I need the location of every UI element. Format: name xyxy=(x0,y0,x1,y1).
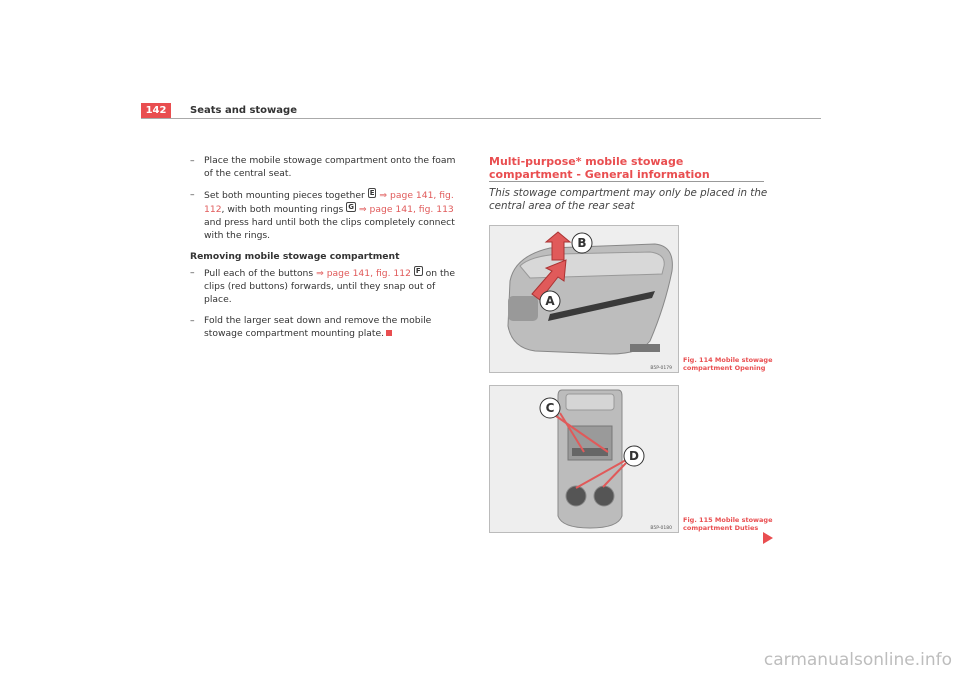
step-text: Set both mounting pieces together xyxy=(204,190,368,201)
figure-code: B5P-0180 xyxy=(650,526,672,531)
end-mark-icon xyxy=(386,330,392,336)
step-text: Fold the larger seat down and remove the mobile stowage compartment mounting plate. xyxy=(204,315,432,339)
step-dash: – xyxy=(190,267,195,278)
callout-badge-g: G xyxy=(348,203,354,211)
step-item xyxy=(190,188,462,242)
step-text: on the clips (red buttons) forwards, until they snap out of place. xyxy=(204,268,456,305)
armrest-duties-illustration xyxy=(490,386,678,532)
step-dash: – xyxy=(190,189,195,200)
step-item xyxy=(190,314,462,340)
figure-115 xyxy=(489,385,679,533)
instructions-column xyxy=(190,154,462,348)
step-text: Place the mobile stowage compartment onto the foam of the central seat. xyxy=(204,155,456,179)
section-intro: This stowage compartment may only be placed in the central area of the rear seat xyxy=(489,187,768,212)
callout-badge-f: F xyxy=(415,267,421,275)
section-rule xyxy=(489,181,764,182)
page-reference-link[interactable]: ⇒ page 141, fig. 113 xyxy=(358,204,454,215)
step-text: Pull each of the buttons xyxy=(204,268,317,279)
figure-label-d: D xyxy=(629,449,639,463)
step-dash: – xyxy=(190,155,195,166)
figure-caption: Fig. 114 Mobile stowage compartment Opening xyxy=(683,356,773,372)
next-page-arrow-icon xyxy=(763,532,773,544)
figure-label-c: C xyxy=(545,401,555,415)
figure-code: B5P-0179 xyxy=(650,366,672,371)
step-text: , with both mounting rings xyxy=(221,204,347,215)
step-item xyxy=(190,266,462,306)
figure-caption: Fig. 115 Mobile stowage compartment Duties xyxy=(683,516,773,532)
running-title: Seats and stowage xyxy=(190,105,297,116)
section-title: Multi-purpose* mobile stowage compartment - General information xyxy=(489,155,710,181)
figure-label-b: B xyxy=(577,236,587,250)
header-rule xyxy=(141,118,821,119)
armrest-opening-illustration xyxy=(490,226,678,372)
step-item xyxy=(190,154,462,180)
subsection-heading: Removing mobile stowage compartment xyxy=(190,251,400,262)
step-dash: – xyxy=(190,315,195,326)
callout-badge-e: E xyxy=(369,189,375,197)
watermark: carmanualsonline.info xyxy=(763,650,952,670)
page-reference-link[interactable]: ⇒ page 141, fig. 112 xyxy=(316,268,411,279)
page-reference-link[interactable]: ⇒ page 141, fig. 112 xyxy=(204,190,454,215)
step-text: and press hard until both the clips completely connect with the rings. xyxy=(204,217,455,241)
figure-114 xyxy=(489,225,679,373)
page-number: 142 xyxy=(141,103,171,118)
figure-label-a: A xyxy=(545,294,555,308)
